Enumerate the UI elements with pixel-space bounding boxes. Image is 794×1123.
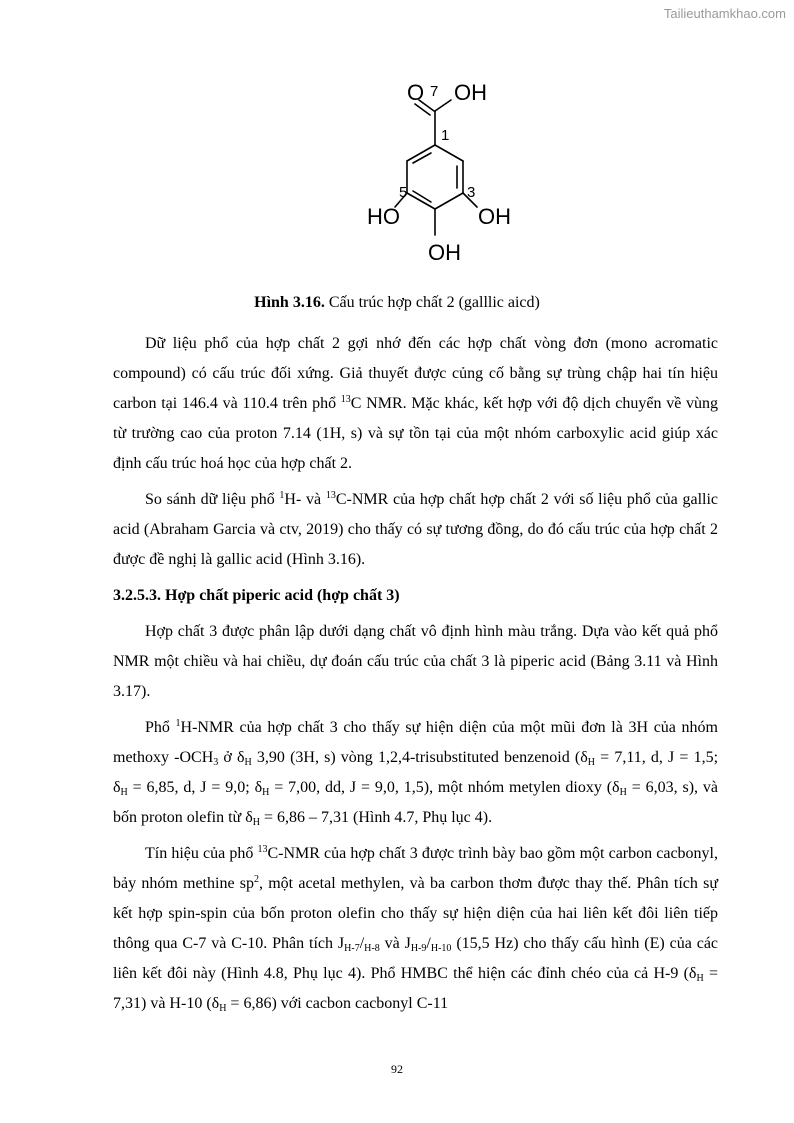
gallic-acid-structure	[355, 70, 525, 270]
body-text	[113, 329, 718, 1025]
caption-label: Hình 3.16.	[254, 294, 325, 311]
caption-text: Cấu trúc hợp chất 2 (galllic aicd)	[324, 294, 540, 311]
hydroxyl-right-label: OH	[478, 204, 511, 229]
ring-double-bond	[413, 191, 431, 202]
ring-double-bond	[413, 153, 431, 163]
ring-bond	[435, 193, 463, 209]
carbon-3-number: 3	[467, 184, 476, 201]
carbon-1-number: 1	[441, 127, 450, 144]
page-number: 92	[391, 1062, 403, 1076]
hydroxyl-bottom-label: OH	[428, 240, 461, 265]
c7-oh-bond	[435, 100, 451, 111]
carbon-5-number: 5	[399, 184, 408, 201]
carbonyl-oxygen-label: O	[407, 80, 425, 105]
paragraph-3: Hợp chất 3 được phân lập dưới dạng chất vô định hình màu trắng. Dựa vào kết quả phổ NMR một chiều và hai chiều, dự đoán cấu trúc của chất 3 là piperic acid (Bảng 3.11 và Hình 3.17).	[113, 623, 718, 700]
carbon-7-number: 7	[430, 83, 439, 100]
paragraph-5: Tín hiệu của phổ $^{13}$C-NMR của hợp chất 3 được trình bày bao gồm một carbon cacbonyl, bảy nhóm methine $sp^2$, một acetal methylen, và ba carbon thơm được thay thế. Phân tích sự kết hợp spin-spin của bốn proton olefin cho thấy sự hiện diện của hai liên kết đôi liên tiếp thông qua C-7 và C-10. Phân tích $J_{H-7}/_{H-8}$ và $J_{H-9}/_{H-10}$ (15,5 Hz) cho thấy cấu hình (E) của các liên kết đôi này (Hình 4.8, Phụ lục 4). Phổ HMBC thể hiện các đỉnh chéo của cả H-9 $(\delta_H = 7,31)$ và H-10 $(\delta_H = 6,86)$ với cacbon cacbonyl C-11	[113, 844, 719, 1014]
paragraph-1: Dữ liệu phổ của hợp chất 2 gợi nhớ đến các hợp chất vòng đơn (mono acromatic compound) có cấu trúc đối xứng. Giả thuyết được củng cố bằng sự trùng chập hai tín hiệu carbon tại 146.4 và 110.4 trên phổ $^{13}$C NMR. Mặc khác, kết hợp với độ dịch chuyển về vùng từ trường cao của proton 7.14 (1H, s) và sự tồn tại của một nhóm carboxylic acid giúp xác định cấu trúc hoá học của hợp chất 2.	[113, 335, 718, 472]
hydroxyl-left-label: HO	[367, 204, 400, 229]
carboxyl-oh-label: OH	[454, 80, 487, 105]
ring-bond	[435, 145, 463, 161]
gallic-acid-structure-figure	[355, 70, 525, 270]
section-heading: 3.2.5.3. Hợp chất piperic acid (hợp chất 3)	[113, 587, 400, 604]
watermark: Tailieuthamkhao.com	[663, 6, 786, 21]
figure-caption	[0, 294, 794, 312]
paragraph-2: So sánh dữ liệu phổ $^1$H- và $^{13}$C-NMR của hợp chất hợp chất 2 với số liệu phổ của gallic acid (Abraham Garcia và ctv, 2019) cho thấy có sự tương đồng, do đó cấu trúc của hợp chất 2 được đề nghị là gallic acid (Hình 3.16).	[113, 490, 719, 568]
paragraph-4: Phổ $^1$H-NMR của hợp chất 3 cho thấy sự hiện diện của một mũi đơn là 3H của nhóm methoxy $-OCH_3$ ở $\delta_H$ 3,90 (3H, s) vòng 1,2,4-trisubstituted benzenoid ($\delta_H = 7,11$, d, J = 1,5; $\delta_H = 6,85$, d, J = 9,0; $\delta_H = 7,00$, dd, J = 9,0, 1,5), một nhóm metylen dioxy ($\delta_H = 6,03$, s), và bốn proton olefin từ $\delta_H = 6,86 - 7,31$ (Hình 4.7, Phụ lục 4).	[113, 718, 719, 828]
